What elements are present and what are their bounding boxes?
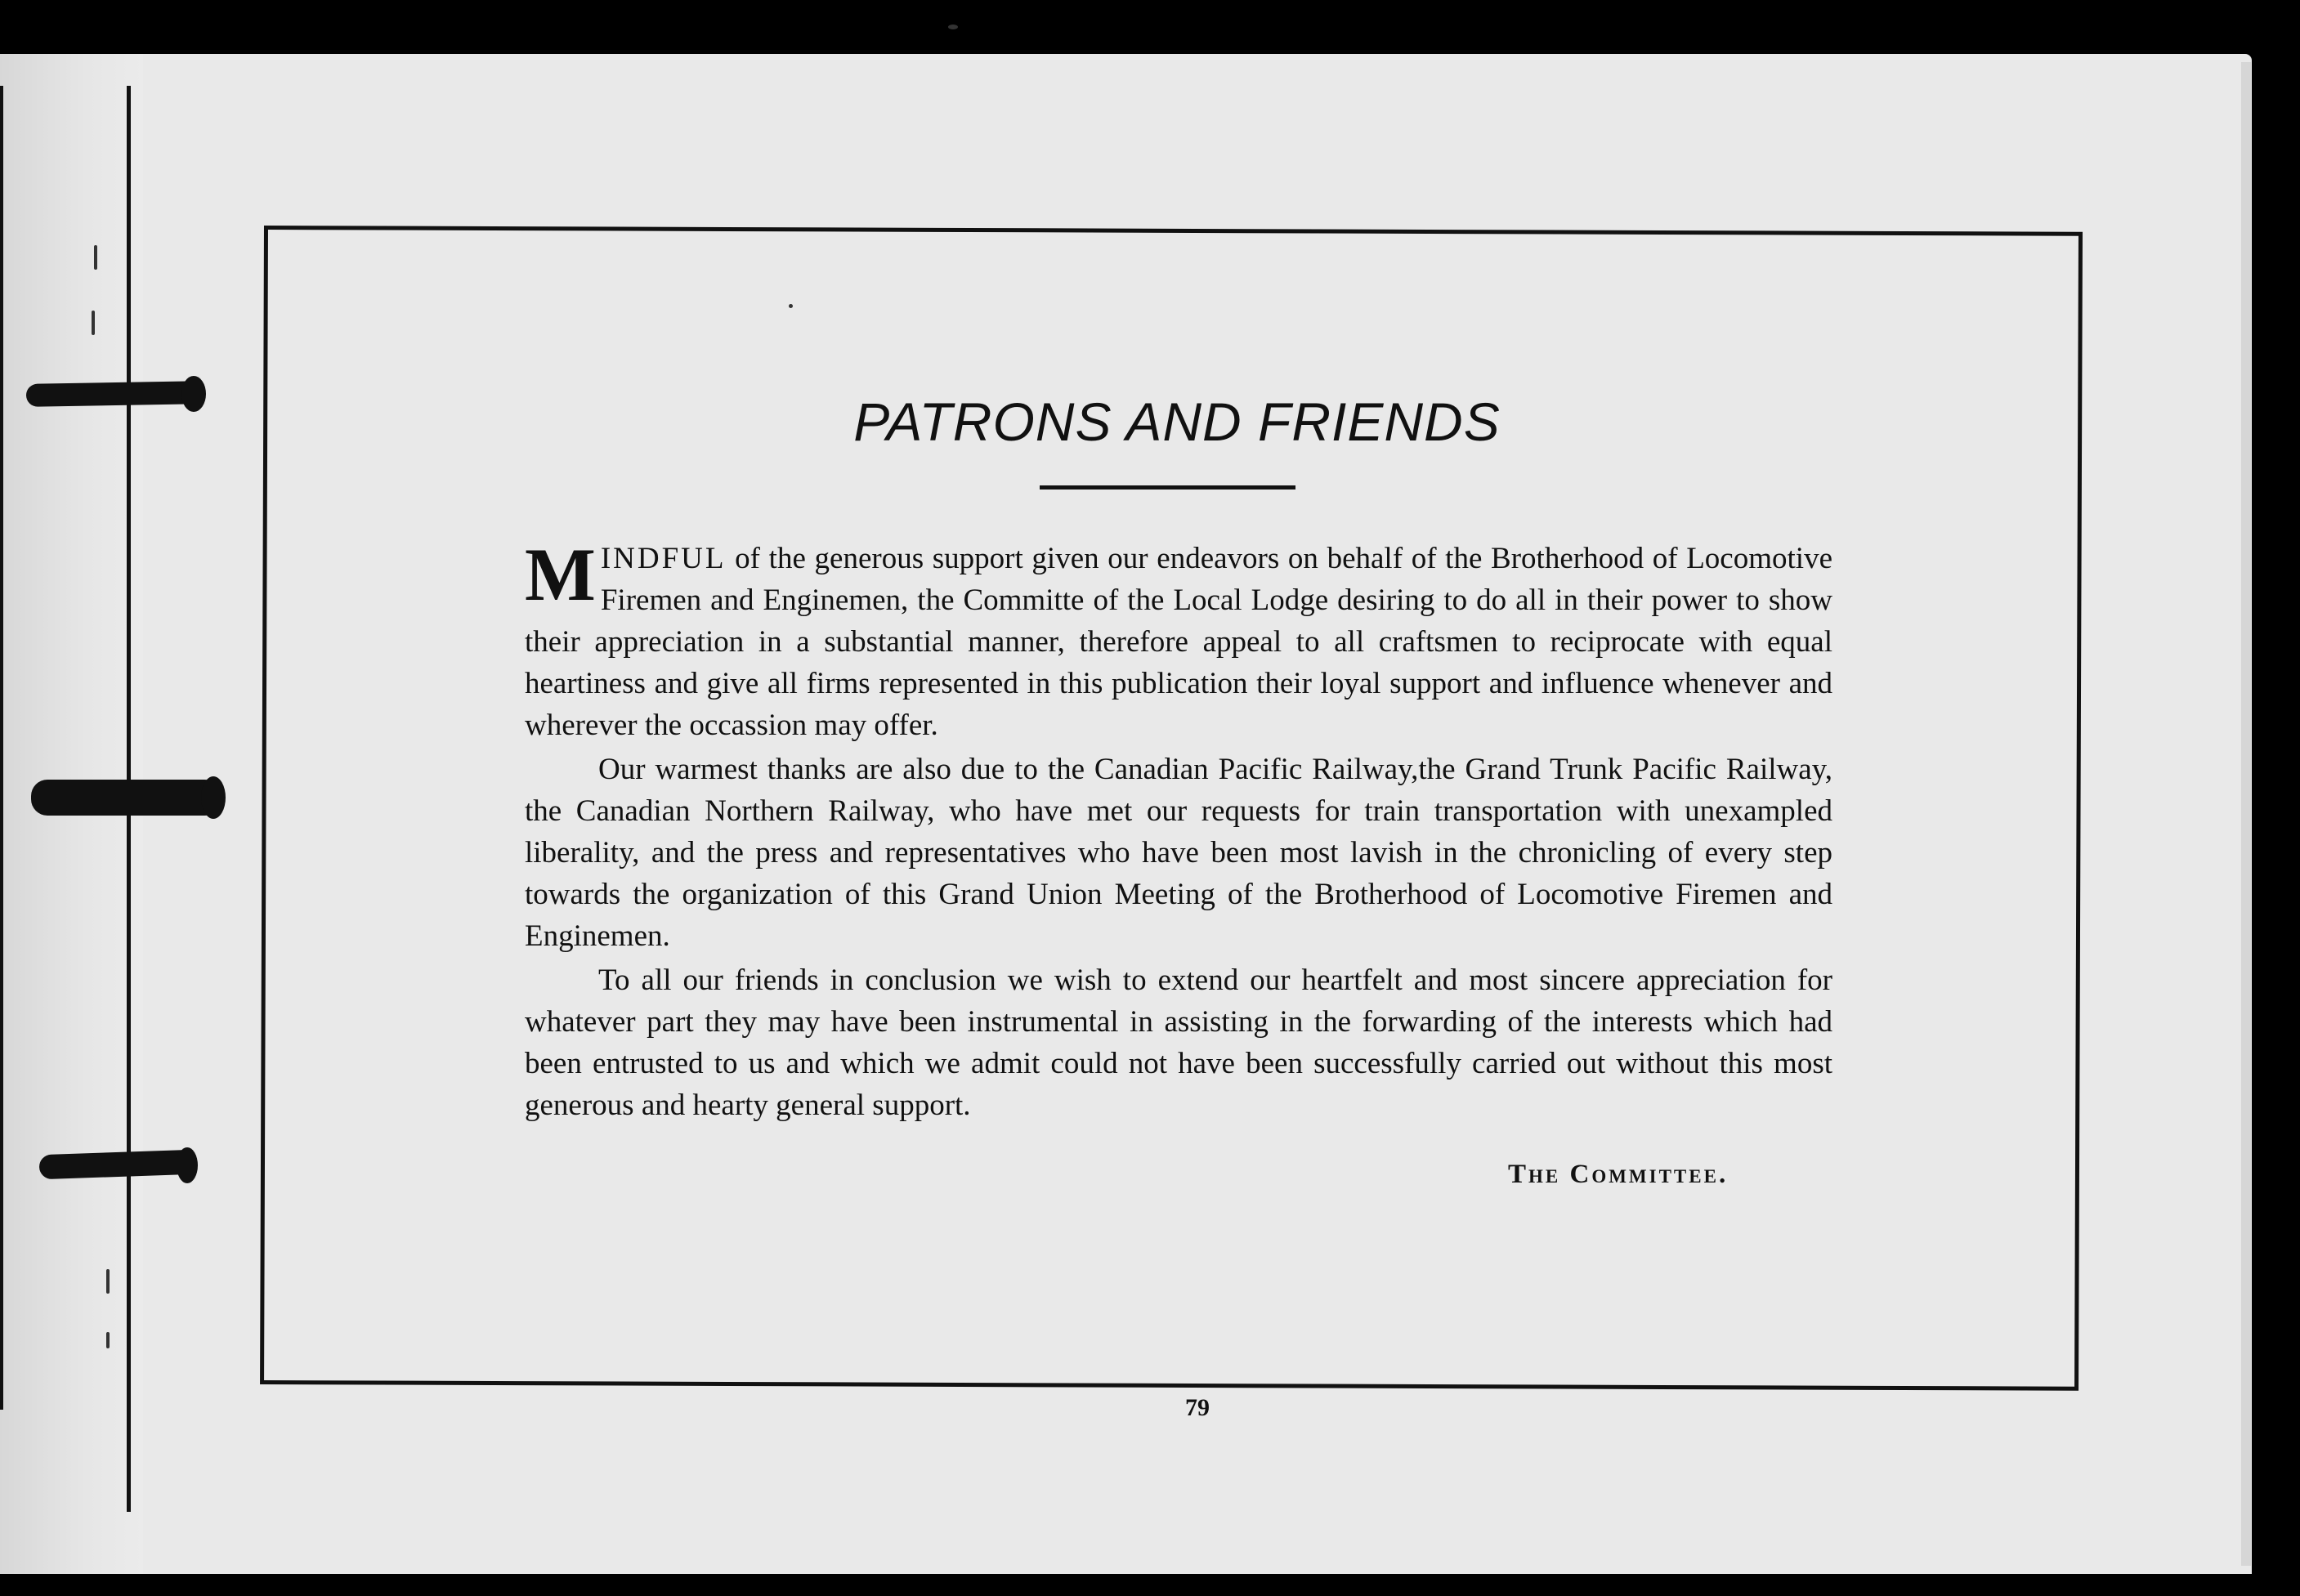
title-underline	[1040, 485, 1295, 490]
page-number: 79	[1185, 1394, 1210, 1421]
paragraph-3: To all our friends in conclusion we wish to extend our heartfelt and most sincere appreciation for whatever part they may have been instrumental in assisting in the forwarding of the interests which had been entrusted to us and which we admit could not have been successfully carried out without this most generous and hearty general support.	[525, 963, 1832, 1122]
paragraph-1	[525, 533, 1832, 746]
binding-edge-line	[0, 86, 3, 1410]
paragraph-1-lead: INDFUL	[600, 542, 727, 575]
page-title: PATRONS AND FRIENDS	[853, 391, 1501, 452]
scan-speck	[92, 311, 95, 335]
binder-ring-middle	[31, 780, 221, 816]
drop-cap: M	[525, 533, 596, 616]
page-edge	[2241, 62, 2251, 1566]
scan-speck	[106, 1269, 110, 1294]
scan-speck	[94, 245, 97, 270]
paragraph-1-text: of the generous support given our endeavors on behalf of the Brotherhood of Locomotive Firemen and Enginemen, the Committe of the Local Lodge desiring to do all in their power to show their appreciation in a substantial manner, therefore appeal to all craftsmen to reciprocate with equal heartiness and give all firms represented in this publication their loyal support and influence whenever and wherever the occassion may offer.	[525, 542, 1832, 742]
paragraph-2: Our warmest thanks are also due to the Canadian Pacific Railway,the Grand Trunk Pacific Railway, the Canadian Northern Railway, who have met our requests for train transportation with unexampled liberality, and the press and representatives who have been most lavish in the chronicling of every step towards the organization of this Grand Union Meeting of the Brotherhood of Locomotive Firemen and Enginemen.	[525, 753, 1832, 953]
binder-ring-bottom-knob	[177, 1147, 198, 1183]
signature: The Committee.	[1508, 1160, 1729, 1189]
scan-speck	[106, 1332, 110, 1348]
scan-speck	[948, 25, 958, 29]
body-text	[525, 533, 1832, 1126]
binder-ring-middle-knob	[201, 776, 226, 819]
